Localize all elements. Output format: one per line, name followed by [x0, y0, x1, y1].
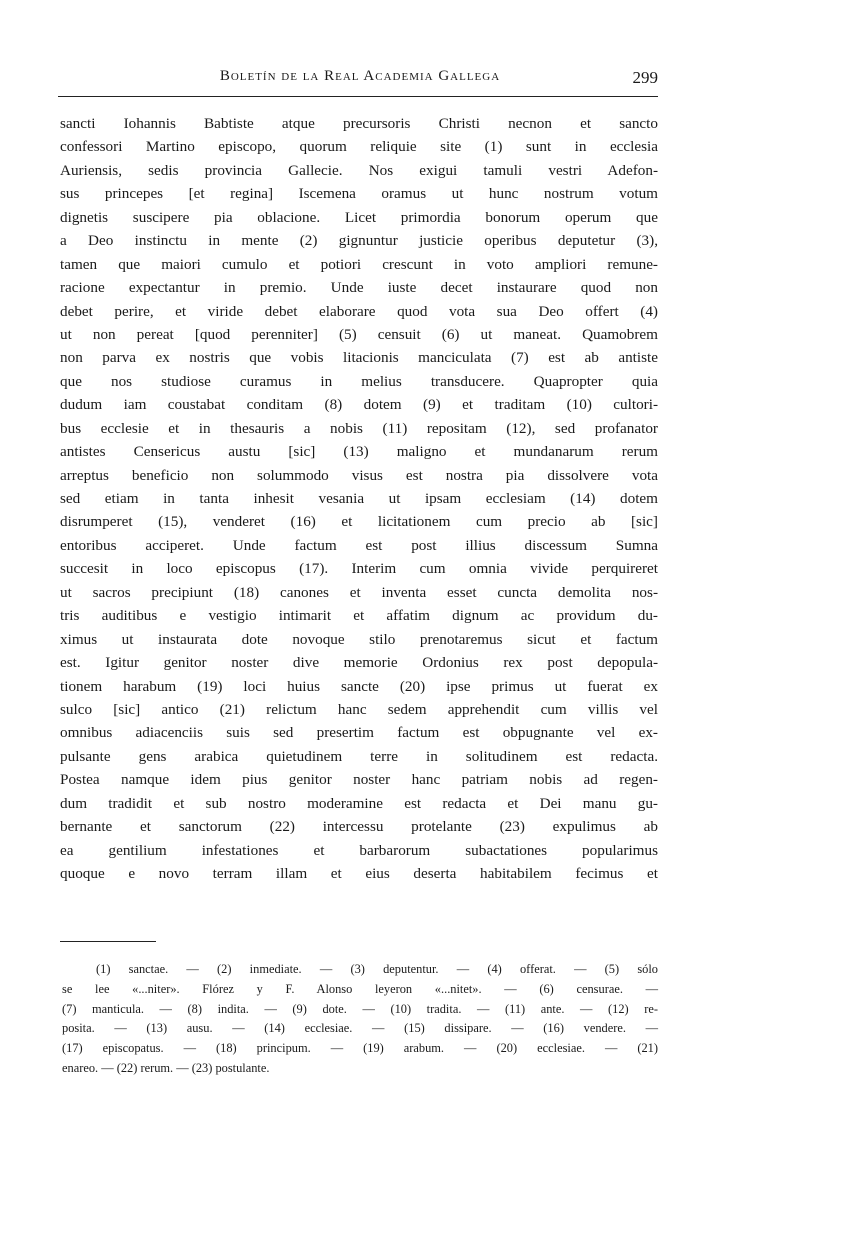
footnotes [62, 960, 658, 1079]
body-line: dignetis suscipere pia oblacione. Licet primordia bonorum operum que [60, 208, 658, 226]
body-line: sus princepes [et regina] Iscemena oramus ut hunc nostrum votum [60, 185, 658, 203]
body-line: sancti Iohannis Babtiste atque precursoris Christi necnon et sancto [60, 115, 658, 132]
footnote-line: posita. — (13) ausu. — (14) ecclesiae. — (15) dissipare. — (16) vendere. — [62, 1021, 658, 1036]
body-line: que nos studiose curamus in melius transducere. Quapropter quia [60, 372, 658, 390]
body-line: succesit in loco episcopus (17). Interim cum omnia vivide perquireret [60, 560, 658, 578]
footnote-line: (17) episcopatus. — (18) principum. — (19) arabum. — (20) ecclesiae. — (21) [62, 1041, 658, 1056]
body-line: tris auditibus e vestigio intimarit et affatim dignum ac providum du- [60, 607, 658, 625]
footnote-line: se lee «...niter». Flórez y F. Alonso leyeron «...nitet». — (6) censurae. — [62, 981, 658, 996]
body-line: dudum iam coustabat conditam (8) dotem (9) et traditam (10) cultori- [60, 396, 658, 414]
running-title: Boletín de la Real Academia Gallega [219, 68, 501, 84]
body-line: a Deo instinctu in mente (2) gignuntur justicie operibus deputetur (3), [60, 232, 658, 250]
body-line: racione expectantur in premio. Unde iuste decet instaurare quod non [60, 279, 658, 297]
body-line: antistes Censericus austu [sic] (13) maligno et mundanarum rerum [60, 443, 658, 461]
body-line: arreptus beneficio non solummodo visus est nostra pia dissolvere vota [60, 466, 658, 484]
body-line: dum tradidit et sub nostro moderamine est redacta et Dei manu gu- [60, 794, 658, 812]
body-line: est. Igitur genitor noster dive memorie Ordonius rex post depopula- [60, 654, 658, 672]
header-rule [58, 96, 658, 97]
body-line: non parva ex nostris que vobis litacionis manciculata (7) est ab antiste [60, 349, 658, 367]
body-line: ea gentilium infestationes et barbarorum subactationes popularimus [60, 841, 658, 859]
body-line: bernante et sanctorum (22) intercessu protelante (23) expulimus ab [60, 818, 658, 836]
footnote-rule [60, 941, 156, 942]
body-line: ut sacros precipiunt (18) canones et inventa esset cuncta demolita nos- [60, 583, 658, 601]
body-line: sed etiam in tanta inhesit vesania ut ipsam ecclesiam (14) dotem [60, 490, 658, 507]
body-line: entoribus acciperet. Unde factum est post illius discessum Sumna [60, 536, 658, 554]
footnote-line: (1) sanctae. — (2) inmediate. — (3) deputentur. — (4) offerat. — (5) sólo [96, 962, 658, 976]
body-line: pulsante gens arabica quietudinem terre in solitudinem est redacta. [60, 747, 658, 765]
body-text [60, 112, 658, 885]
body-line: ximus ut instaurata dote novoque stilo prenotaremus sicut et factum [60, 630, 658, 648]
body-line: Postea namque idem pius genitor noster hanc patriam nobis ad regen- [60, 771, 658, 789]
page-number: 299 [632, 68, 658, 87]
body-line: tionem harabum (19) loci huius sancte (20) ipse primus ut fuerat ex [60, 677, 658, 695]
body-line: Auriensis, sedis provincia Gallecie. Nos exigui tamuli vestri Adefon- [60, 161, 658, 179]
footnote-line: (7) manticula. — (8) indita. — (9) dote. — (10) tradita. — (11) ante. — (12) re- [62, 1001, 658, 1016]
body-line: confessori Martino episcopo, quorum reliquie site (1) sunt in ecclesia [60, 138, 658, 156]
body-line: sulco [sic] antico (21) relictum hanc sedem apprehendit cum villis vel [60, 700, 658, 718]
body-line: debet perire, et viride debet elaborare quod vota sua Deo offert (4) [60, 302, 658, 320]
footnote-line: enareo. — (22) rerum. — (23) postulante. [62, 1060, 270, 1075]
body-line: tamen que maiori cumulo et potiori crescunt in voto ampliori remune- [60, 255, 658, 273]
body-line: disrumperet (15), venderet (16) et licitationem cum precio ab [sic] [60, 513, 658, 531]
body-line: quoque e novo terram illam et eius deserta habitabilem fecimus et [60, 865, 658, 882]
body-line: bus ecclesie et in thesauris a nobis (11) repositam (12), sed profanator [60, 419, 658, 437]
body-line: ut non pereat [quod perenniter] (5) censuit (6) ut maneat. Quamobrem [60, 325, 658, 343]
body-line: omnibus adiacenciis suis sed presertim factum est obpugnante vel ex- [60, 724, 658, 742]
